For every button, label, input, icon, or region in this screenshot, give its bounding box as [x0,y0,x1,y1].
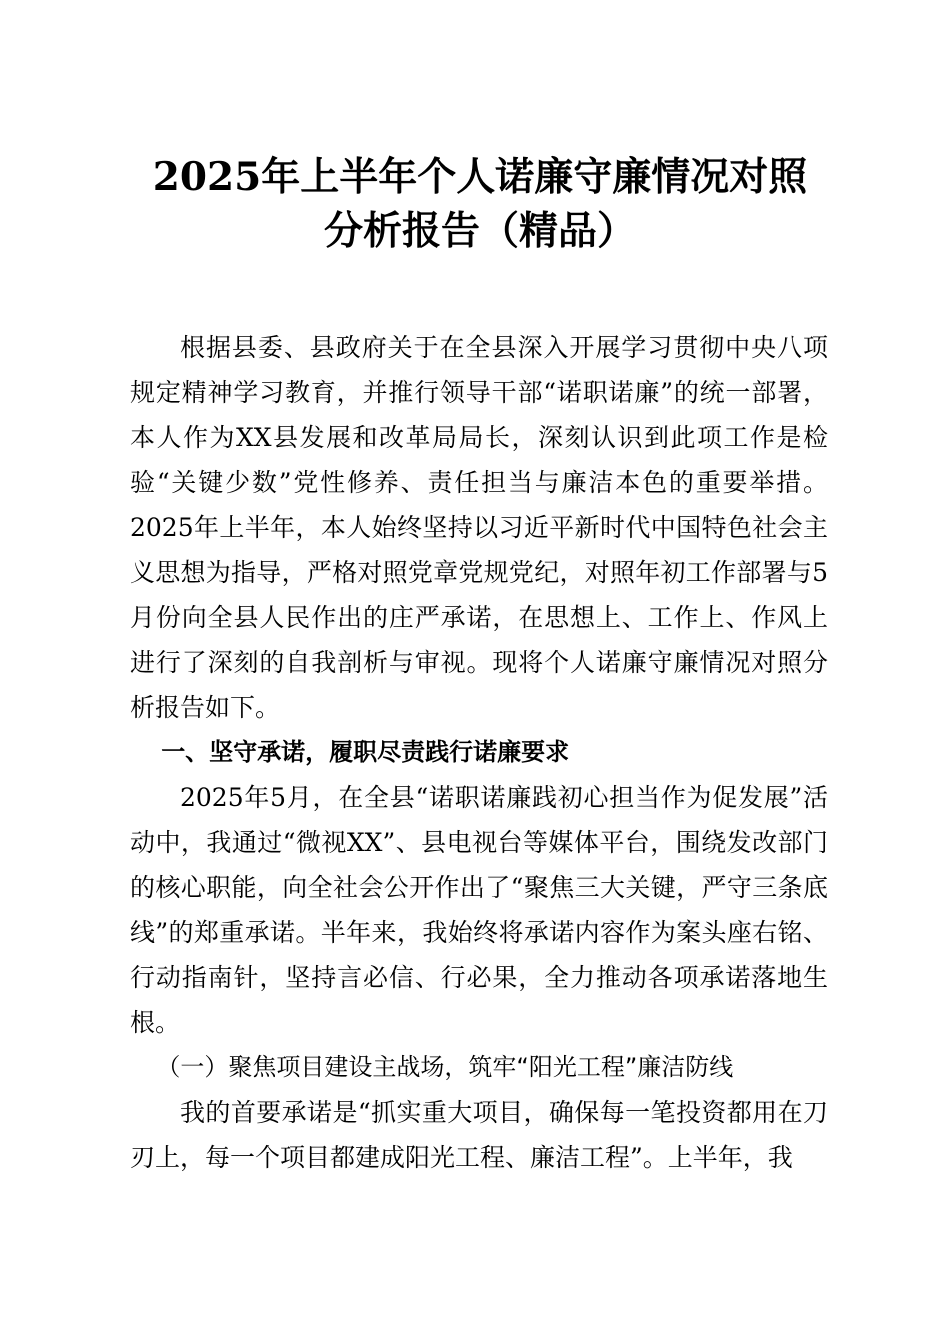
intro-paragraph: 根据县委、县政府关于在全县深入开展学习贯彻中央八项规定精神学习教育，并推行领导干部“诺职诺廉”的统一部署，本人作为XX县发展和改革局局长，深刻认识到此项工作是检验“关键少数”党性修养、责任担当与廉洁本色的重要举措。2025年上半年，本人始终坚持以习近平新时代中国特色社会主义思想为指导，严格对照党章党规党纪，对照年初工作部署与5月份向全县人民作出的庄严承诺，在思想上、工作上、作风上进行了深刻的自我剖析与审视。现将个人诺廉守廉情况对照分析报告如下。 [130,333,828,722]
title-line-2: 分析报告（精品） [323,208,636,254]
document-body [130,325,828,1180]
subsection-1-heading: （一）聚焦项目建设主战场，筑牢“阳光工程”廉洁防线 [156,1053,734,1081]
title-line-1: 2025年上半年个人诺廉守廉情况对照 [152,154,808,200]
section-1-heading: 一、坚守承诺，履职尽责践行诺廉要求 [161,738,570,766]
subsection-1-paragraph: 我的首要承诺是“抓实重大项目，确保每一笔投资都用在刀刃上，每一个项目都建成阳光工程、廉洁工程”。上半年，我 [130,1098,828,1172]
section-1-paragraph: 2025年5月，在全县“诺职诺廉践初心担当作为促发展”活动中，我通过“微视XX”、县电视台等媒体平台，围绕发改部门的核心职能，向全社会公开作出了“聚焦三大关键，严守三条底线”的郑重承诺。半年来，我始终将承诺内容作为案头座右铭、行动指南针，坚持言必信、行必果，全力推动各项承诺落地生根。 [130,783,828,1037]
document-title [120,150,840,258]
